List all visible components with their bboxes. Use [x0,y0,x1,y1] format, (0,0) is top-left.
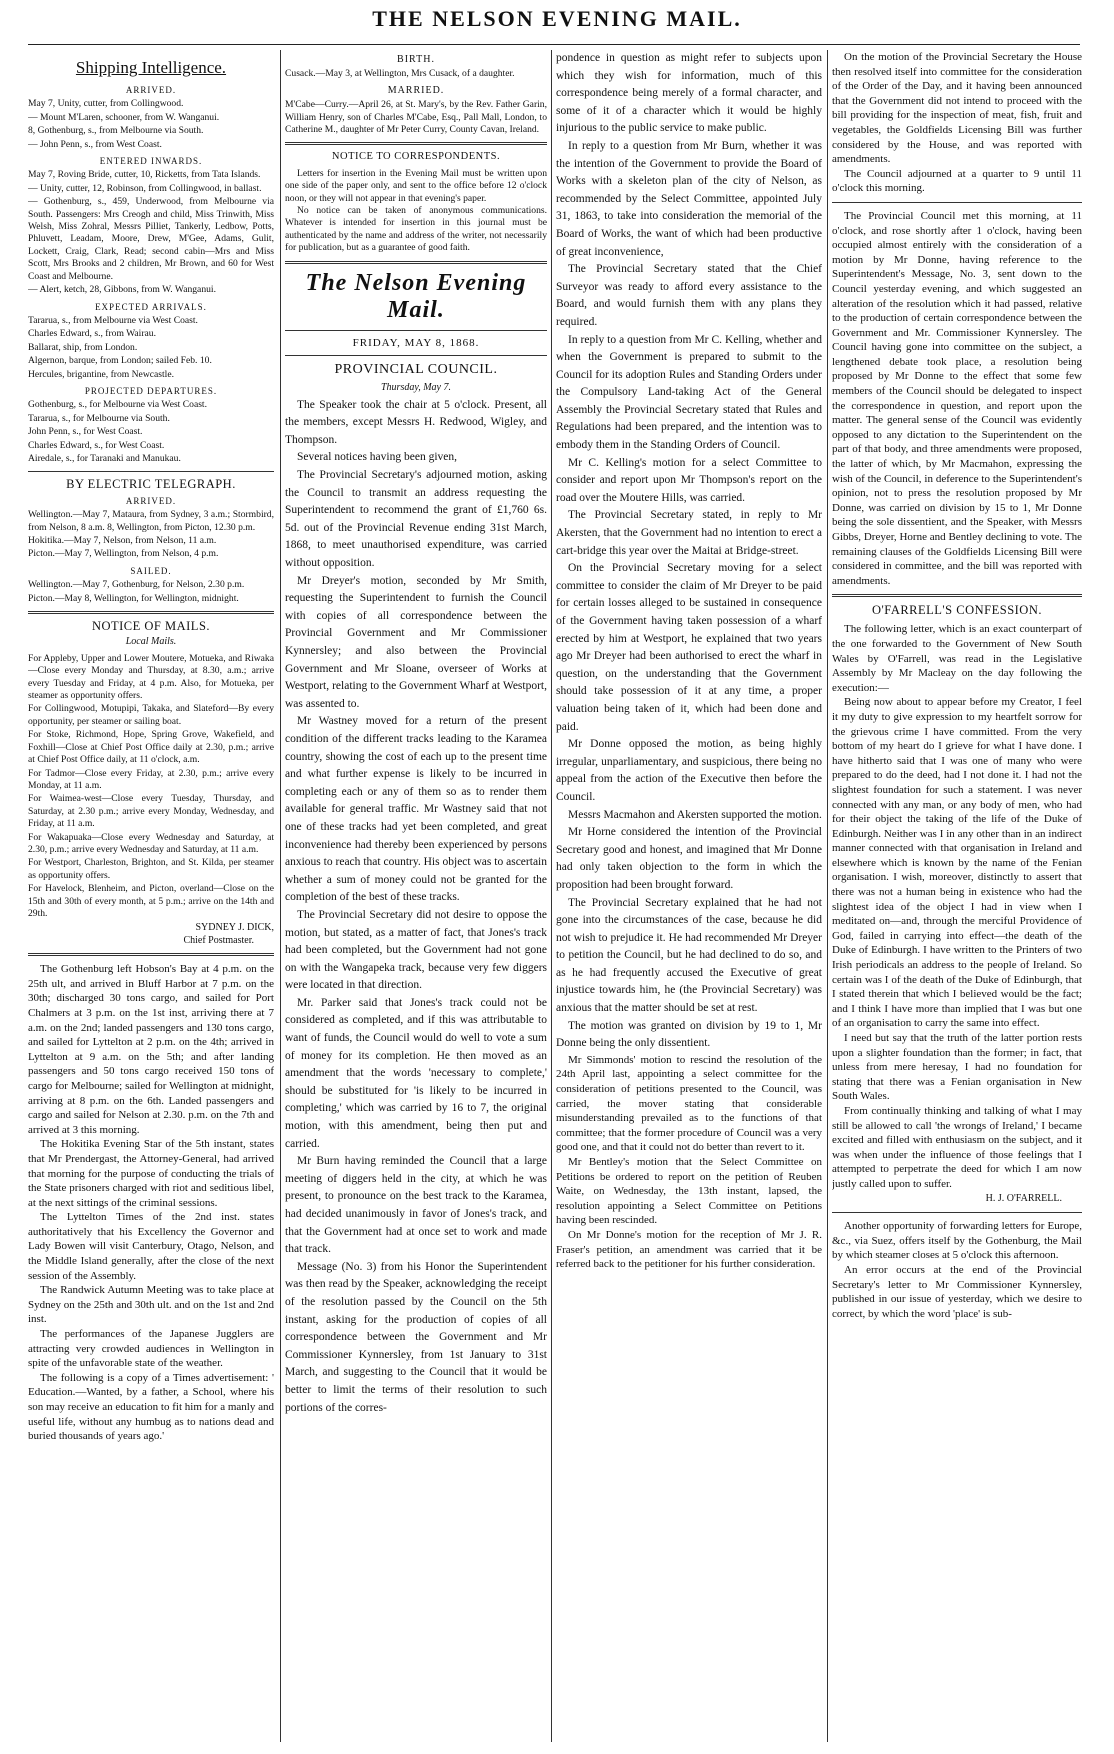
news-paragraphs [28,962,274,1444]
shipping-entry: May 7, Unity, cutter, from Collingwood. [28,98,184,110]
confession-article [832,622,1082,1206]
shipping-entry: Hercules, brigantine, from Newcastle. [28,368,174,380]
section-rule [28,953,274,956]
column-1 [28,50,274,1742]
mail-entry: For Stoke, Richmond, Hope, Spring Grove, Wakefield, and Foxhill—Close at Chief Post Office daily at 2.30, p.m.; arrive at Chief Post Office daily, at 11 o'clock, a.m. [28,729,274,766]
mail-entry: For Tadmor—Close every Friday, at 2.30, p.m.; arrive every Monday, at 11 a.m. [28,767,274,791]
shipping-entry: Charles Edward, s., from Wairau. [28,328,156,340]
correspondents-paragraph: Letters for insertion in the Evening Mail must be written upon one side of the paper only, and sent to the office before 12 o'clock noon, or they will not appear in that evening's paper. [285,167,547,204]
council-paragraph: Mr C. Kelling's motion for a select Committee to consider and report upon Mr Thompson's report on the road over the Moutere Hills, was carried. [556,456,822,504]
shipping-section [28,84,274,465]
section-rule [832,1212,1082,1213]
council-paragraph: Several notices having been given, [297,451,457,464]
council-morning-report [832,209,1082,588]
news-paragraph: The Hokitika Evening Star of the 5th instant, states that Mr Prendergast, the Attorney-General, had arrived that morning for the purpose of conducting the trials of the State prisoners charged with riot and seditious libel, at the next sittings of the criminal sessions. [28,1138,274,1209]
news-paragraph: An error occurs at the end of the Provincial Secretary's letter to Mr Commissioner Kynnersley, published in our issue of yesterday, which we desire to correct, by which the word 'place' is sub- [832,1263,1082,1320]
council-paragraph: Mr Horne considered the intention of the Provincial Secretary good and honest, and imagined that Mr Donne had only taken objection to the form in which the proposition had been brought forward. [556,826,822,891]
news-paragraph: The Gothenburg left Hobson's Bay at 4 p.m. on the 25th ult, and arrived in Bluff Harbor at 7 p.m. on the 30th; discharged 30 tons cargo, and sailed for Port Chalmers at 3 p.m. on the 1st inst, arriving there at 7 a.m. on the 2nd; landed passengers and 130 tons cargo, and sailed for Lyttelton at 2 p.m. on the 4th; arrived in Lyttelton at 9 a.m. on the 5th; and after landing passengers and 50 tons cargo received 150 tons of cargo for Melbourne; sailed for Wellington at midnight, arriving at 8 p.m. on the 6th. Landed passengers and cargo and sailed for Nelson at 2.30. p.m. on the 7th and arrived at 3 this morning. [28,963,274,1136]
telegraph-entry: Wellington.—May 7, Mataura, from Sydney, 3 a.m.; Stormbird, from Nelson, 8 a.m. 8, Wellington, from Picton, 12.30 p.m. [28,509,274,533]
shipping-heading: Shipping Intelligence. [75,58,227,77]
council-paragraph: The Council adjourned at a quarter to 9 until 11 o'clock this morning. [832,167,1082,195]
expected-arrivals-heading: EXPECTED ARRIVALS. [95,301,207,312]
shipping-entry: Airedale, s., for Taranaki and Manukau. [28,452,181,464]
council-paragraph: On the Provincial Secretary moving for a select committee to consider the claim of Mr Dreyer to be paid for certain losses alleged to be sustained in consequence of the Government having taken possession of a wharf erected by him at Westport, he explained that two years ago Mr Dreyer had been authorised to erect the wharf in question, on the understanding that the Government should take possession of it at any time, a proper valuation being taken of it, which had been done and paid. [556,562,822,733]
council-paragraph: In reply to a question from Mr C. Kelling, whether and when the Government is prepared to submit to the Council for its adoption Rules and Standing Orders under the Compulsory Land-taking Act of the General Assembly the Provincial Secretary stated that Rules and Regulations had been prepared, and the intention was to embody them in the Standing Orders of Council. [556,333,822,452]
edition-date: FRIDAY, MAY 8, 1868. [352,336,480,349]
postmaster-signature: SYDNEY J. DICK, [195,922,274,934]
council-paragraph: Mr Wastney moved for a return of the present condition of the different tracks leading to the Karamea country, showing the cost of each up to the present time and what further expense is likely to be incurred in completing each or any of them so as to render them available for general traffic. Mr Wastney said that not one of these tracks had yet been completed, and great inconvenience had thereby been experienced by persons anxious to reach that country. His object was to ascertain whether a sum of money could not be granted for the completion of the best of these tracks. [285,715,547,904]
shipping-entry: — Alert, ketch, 28, Gibbons, from W. Wanganui. [28,284,216,296]
birth-notice: Cusack.—May 3, at Wellington, Mrs Cusack, of a daughter. [285,68,515,80]
mail-entry: For Collingwood, Motupipi, Takaka, and Slateford—By every opportunity, per steamer or sailing boat. [28,703,274,727]
council-paragraph: The Provincial Secretary did not desire to oppose the motion, but stated, as a matter of fact, that Jones's track had been completed, but the Government had not gone on with the Wangapeka track, because very few diggers were located in that direction. [285,908,547,992]
correspondents-paragraph: No notice can be taken of anonymous communications. Whatever is intended for insertion in this journal must be authenticated by the name and address of the writer, not necessarily for publication, but as a guarantee of good faith. [285,205,547,254]
mails-subheading: Local Mails. [125,636,177,648]
column-3 [556,50,822,1742]
telegraph-section [28,478,274,605]
married-notice: M'Cabe—Curry.—April 26, at St. Mary's, by the Rev. Father Garin, William Henry, son of Charles M'Cabe, Esq., Pall Mall, London, to Catherine M., daughter of Mr Peter Curry, County Cavan, Ireland. [285,99,547,136]
news-paragraph: The following is a copy of a Times advertisement: ' Education.—Wanted, by a father, a School, where his son may receive an education to fit him for a manly and useful life, without any humbug as to nations dead and buried thousands of years ago.' [28,1371,274,1443]
telegraph-entry: Picton.—May 8, Wellington, for Wellington, midnight. [28,592,239,604]
news-paragraph: The performances of the Japanese Jugglers are attracting very crowded audiences in Wellington in spite of the unfavorable state of the weather. [28,1328,274,1370]
shipping-entry: John Penn, s., for West Coast. [28,426,143,438]
projected-departures-heading: PROJECTED DEPARTURES. [84,385,218,396]
telegraph-entry: Hokitika.—May 7, Nelson, from Nelson, 11 a.m. [28,535,217,546]
council-paragraph: Mr Simmonds' motion to rescind the resolution of the 24th April last, appointing a select committee for the consideration of petitions presented to the Council, was carried, the mover stating that considerable misunderstanding prevailed as to the functions of that committee; that the former procedure of Council was a very good one, and that it could not do better than revert to it. [556,1053,822,1154]
section-rule [285,142,547,145]
mail-entry: For Waimea-west—Close every Tuesday, Thursday, and Saturday, at 2.30 p.m.; arrive every Monday, Wednesday, and Friday, at 11 a.m. [28,793,274,830]
council-paragraph: The motion was granted on division by 19 to 1, Mr Donne being the only dissentient. [556,1019,822,1050]
section-rule [832,594,1082,597]
newspaper-masthead: THE NELSON EVENING MAIL. [372,6,742,31]
council-report-continued [556,50,822,1053]
shipping-entry: May 7, Roving Bride, cutter, 10, Ricketts, from Tata Islands. [28,169,261,181]
shipping-entry: Charles Edward, s., for West Coast. [28,439,165,451]
council-paragraph: Mr Burn having reminded the Council that a large meeting of diggers held in the city, at which he was present, to pronounce on the best track to the Karamea, had decided unanimously in favor of Jones's track, and that the Government had at once set to work and made that track. [285,1155,547,1256]
shipping-entry: 8, Gothenburg, s., from Melbourne via South. [28,125,204,137]
column-rule [280,50,281,1742]
council-paragraph: The Speaker took the chair at 5 o'clock. Present, all the members, except Messrs H. Redwood, Wigley, and Thompson. [285,398,547,446]
shipping-entry: Algernon, barque, from London; sailed Feb. 10. [28,355,212,367]
confession-paragraph: I need but say that the truth of the latter portion rests upon a slighter foundation than the former; in fact, that unless from mere heresay, I had no foundation for stating that there was a Fenian organisation in New South Wales. [832,1032,1082,1103]
council-report-end [832,50,1082,196]
telegraph-entry: Wellington.—May 7, Gothenburg, for Nelson, 2.30 p.m. [28,579,245,591]
editorial-masthead: The Nelson Evening Mail. [305,269,527,323]
news-paragraph: The Randwick Autumn Meeting was to take place at Sydney on the 25th and 30th ult. and on the 1st and 2nd inst. [28,1284,274,1326]
section-rule [28,471,274,472]
council-paragraph: On the motion of the Provincial Secretary the House then resolved itself into committee for the consideration of the Order of the Day, and it having been announced that the Government did not intend to proceed with the bill providing for the inspection of meat, fish, fruit and vegetables, the Goldfields Licensing Bill was further considered by the House, and was reported with amendments. [832,51,1082,166]
council-report-small [556,1053,822,1272]
telegraph-entry: Picton.—May 7, Wellington, from Nelson, 4 p.m. [28,548,219,560]
section-rule [285,355,547,356]
postmaster-title: Chief Postmaster. [183,934,254,946]
notices-section [285,54,547,136]
column-rule [827,50,828,1742]
correspondents-section [285,151,547,254]
mail-entry: For Appleby, Upper and Lower Moutere, Motueka, and Riwaka—Close every Monday and Thursday, at 8.30, a.m.; arrive every Tuesday and Friday, at 4 p.m. Also, for Motueka, per steamer as opportunity offers. [28,652,274,702]
entered-inwards-heading: ENTERED INWARDS. [99,156,203,167]
married-heading: MARRIED. [387,84,445,96]
mail-entry: For Westport, Charleston, Brighton, and St. Kilda, per steamer as opportunity offers. [28,857,274,881]
telegraph-heading: BY ELECTRIC TELEGRAPH. [66,477,236,492]
council-paragraph: The Provincial Secretary's adjourned motion, asking the Council to transmit an address requesting the Superintendent to recommend the grant of £1,760 6s. 5d. out of the Provincial Revenue ending 31st March, 1868, to meet unauthorised expenditure, was carried without opposition. [285,469,547,570]
council-paragraph: On Mr Donne's motion for the reception of Mr J. R. Fraser's petition, an amendment was carried that it be referred back to the petitioner for his further consideration. [556,1228,822,1271]
column-4 [832,50,1082,1742]
news-paragraph: Another opportunity of forwarding letters for Europe, &c., via Suez, offers itself by the Gothenburg, the Mail by which steamer closes at 5 o'clock this afternoon. [832,1220,1082,1262]
shipping-entry: — Unity, cutter, 12, Robinson, from Collingwood, in ballast. [28,182,262,194]
council-paragraph: The Provincial Secretary stated that the Chief Surveyor was ready to afford every assistance to the Board, and would furnish them with any plans they required. [556,263,822,328]
council-paragraph: pondence in question as might refer to subjects upon which they wish for information, much of this correspondence being merely of a formal character, and some of it of a character which it would be highly injurious to the public service to make public. [556,52,822,135]
section-rule [285,261,547,264]
council-report [285,397,547,1417]
shipping-entry: Tararua, s., for Melbourne via South. [28,412,170,424]
masthead-rule [28,44,1080,45]
shipping-entry: Ballarat, ship, from London. [28,341,138,353]
mail-entry: For Havelock, Blenheim, and Picton, overland—Close on the 15th and 30th of every month, at 5 p.m.; arrive on the 14th and 29th. [28,883,274,919]
column-2 [285,50,547,1742]
section-rule [285,330,547,331]
confession-paragraph: From continually thinking and talking of what I may still be allowed to call 'the wrongs of Ireland,' I became excited and filled with enthusiasm on the subject, and it was when under the influence of those feelings that I attempted to perpetrate the deed for which I am now justly called upon to suffer. [832,1104,1082,1190]
birth-heading: BIRTH. [397,54,435,65]
section-rule [832,202,1082,203]
council-paragraph: In reply to a question from Mr Burn, whether it was the intention of the Government to provide the Board of Works with a skeleton plan of the city of Nelson, as recommended by the Select Committee, appointed July 31, 1863, to take into consideration the memorial of the Board of Works, the want of which had been productive of great inconvenience, [556,139,822,258]
mails-heading: NOTICE OF MAILS. [91,619,211,634]
council-paragraph: Mr Donne opposed the motion, as being highly irregular, unparliamentary, and suspicious, there being no appeal from the action of the Executive then before the Council. [556,738,822,803]
council-paragraph: The Provincial Secretary explained that he had not gone into the circumstances of the case, because he did not wish to prejudice it. He had recommended Mr Dreyer to petition the Council, but he had declined to do so, and as he had frequently accused the Executive of great injustice towards him, he (the Provincial Secretary) was anxious that the matter should be set at rest. [556,896,822,1015]
council-paragraph: The Provincial Council met this morning, at 11 o'clock, and rose shortly after 1 o'clock, having been occupied almost entirely with the consideration of a motion by Mr Donne, having reference to the Superintendent's Message, No. 3, sent down to the Council yesterday evening, and which suggested an alteration of the resolution which it had passed, relative to the production of certain correspondence between the Government and Mr. Commissioner Kynnersley. The Council having gone into committee on the subject, a lengthened debate took place, a resolution being proposed by Mr Donne to the effect that some few members of the Council should be delegated to inspect the correspondence in question, and report upon the matter. The general sense of the Council was evidently opposed to any dictation to the Superintendent on the part of that body, and three amendments were proposed, the latter of which, by Mr Macmahon, expressing the wish of the Council, in deference to the Superintendent's opinion, not to press the resolution proposed by Mr Donne, was carried on division by 15 to 1, Mr Donne being the sole dissentient, and the Speaker, with Messrs Gibbs, Dreyer, Horne and Bentley declining to vote. The remaining clauses of the Goldfields Licensing Bill were considered in committee, and the bill was reported with amendments. [832,209,1082,587]
shipping-entry: — Mount M'Laren, schooner, from W. Wanganui. [28,111,220,123]
arrived-heading: ARRIVED. [125,85,177,95]
council-paragraph: Mr Bentley's motion that the Select Committee on Petitions be ordered to report on the petition of Reuben Waite, on Wednesday, the 13th instant, lapsed, the resolution appointing a Select Committee on Petitions having been rescinded. [556,1156,822,1227]
council-paragraph: Mr Dreyer's motion, seconded by Mr Smith, requesting the Superintendent to furnish the Council with copies of all correspondence between the Provincial Government and Mr Commissioner Kynnersley; and also between the Provincial Government and Mr Sloane, overseer of Works at Westport, relating to the Government Wharf at Westport, was assented to. [285,574,547,710]
correspondents-heading: NOTICE TO CORRESPONDENTS. [331,151,501,163]
council-date: Thursday, May 7. [381,381,451,393]
council-paragraph: Message (No. 3) from his Honor the Superintendent was then read by the Speaker, acknowledging the receipt of the resolution passed by the Council on the 5th instant, asking for the production of copies of all correspondence between the Government and Mr Commissioner Kynnersley, from 1st January to 31st March, and suggesting to the Council that it would be better to limit the terms of their resolution to such portions of the corres- [285,1260,547,1414]
confession-heading: O'FARRELL'S CONFESSION. [872,603,1042,618]
confession-signature: H. J. O'FARRELL. [985,1192,1062,1204]
shipping-entry: Tararua, s., from Melbourne via West Coast. [28,314,198,326]
shipping-entry: — Gothenburg, s., 459, Underwood, from Melbourne via South. Passengers: Mrs Creogh and child, Miss Trinwith, Miss Welsh, Miss Zohral, Messrs Pilliet, Tankerly, Ledbow, Potts, Phluvett, Leadam, Moore, Drew, M'Gee, Adams, Gulit, Lockett, Craig, Clark, Read; second cabin—Mrs and Miss Scott, Mrs Brooks and 2 children, Mr Brown, and 60 for West Coast and Melbourne. [28,196,274,282]
telegraph-arrived-heading: ARRIVED. [125,495,177,506]
section-rule [28,611,274,614]
council-paragraph: The Provincial Secretary stated, in reply to Mr Akersten, that the Government had no intention to erect a cart-bridge this year over the Maitai at Bridge-street. [556,509,822,557]
column-rule [551,50,552,1742]
confession-paragraph: Being now about to appear before my Creator, I feel it my duty to give expression to my heartfelt sorrow for the grievous crime I have committed. From the very bottom of my heart do I grieve for what I have done. I have hitherto said that I was one of many who were prepared to do the deed, had I not done it. I had not the slightest foundation for such a statement. I was never connected with any man, or any body of men, who had for their object the taking of the life of the Duke of Edinburgh. Neither was I in any other than in an indirect manner connected with that organisation in Ireland and elsewhere which is known by the name of the Fenian organisation. I wish, moreover, distinctly to assert that there was not a human being in existence who had the slightest idea of the object I had in view when I meditated on—and, through the merciful Providence of God, failed in carrying into effect—the death of the Duke of Edinburgh. I have written to the Printers of two Irish periodicals an address to the people of Ireland. So certain was I of the death of the Duke of Edinburgh, that I stated therein that which I believed would be the fact; and I think I have more than implied that I was but one of an organisation to carry the same into effect. [832,696,1082,1030]
shipping-entry: — John Penn, s., from West Coast. [28,138,162,150]
council-heading: PROVINCIAL COUNCIL. [334,361,498,377]
council-paragraph: Mr. Parker said that Jones's track could not be considered as completed, and if this was attributable to want of funds, the Council would do well to vote a sum of money for its completion. He then moved as an amendment that the words 'necessary to complete,' should be substituted for 'is likely to be incurred in completing,' which was carried by 16 to 7, the original motion, with this amendment, being then put and carried. [285,996,547,1150]
shipping-entry: Gothenburg, s., for Melbourne via West Coast. [28,399,207,411]
tail-paragraphs [832,1219,1082,1321]
telegraph-sailed-heading: SAILED. [130,565,172,576]
confession-paragraph: The following letter, which is an exact counterpart of the one forwarded to the Government of New South Wales by O'Farrell, was read in the Legislative Assembly by Mr Macleay on the day following the execution:— [832,623,1082,694]
council-paragraph: Messrs Macmahon and Akersten supported the motion. [568,808,822,821]
news-paragraph: The Lyttelton Times of the 2nd inst. states authoritatively that his Excellency the Governor and Lady Bowen will visit Canterbury, Otago, Nelson, and the Middle Island generally, after the close of the next session of the Assembly. [28,1211,274,1282]
mails-section [28,620,274,947]
mail-entry: For Wakapuaka—Close every Wednesday and Saturday, at 2.30, p.m.; arrive every Wednesday and Saturday, at 11 a.m. [28,831,274,855]
